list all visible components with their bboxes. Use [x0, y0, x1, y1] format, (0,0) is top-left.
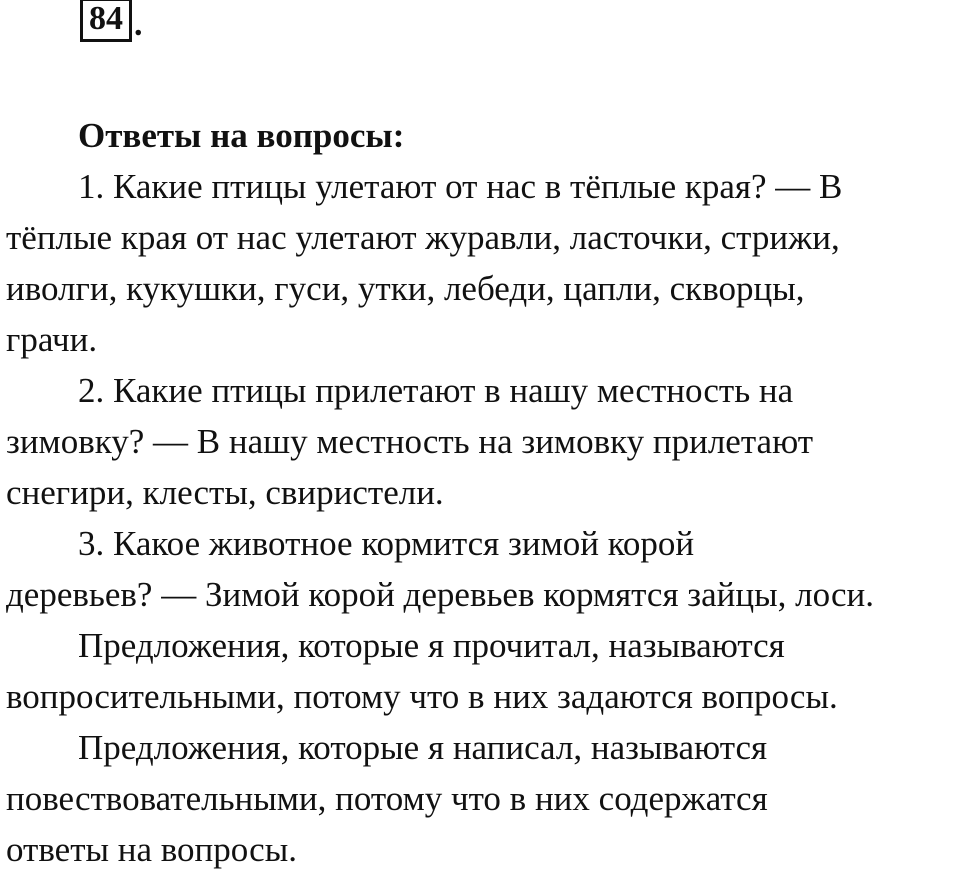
text-line: повествовательными, потому что в них содержатся: [6, 779, 768, 818]
text-line: 2. Какие птицы прилетают в нашу местность на: [78, 371, 794, 410]
conclusion-paragraph-1: [6, 620, 958, 722]
text-line: иволги, кукушки, гуси, утки, лебеди, цапли, скворцы,: [6, 269, 805, 308]
answer-paragraph-1: [6, 161, 958, 365]
conclusion-paragraph-2: [6, 722, 958, 875]
text-line: тёплые края от нас улетают журавли, ласточки, стрижи,: [6, 218, 840, 257]
answers-heading: Ответы на вопросы:: [78, 116, 405, 155]
text-line: 3. Какое животное кормится зимой корой: [78, 524, 695, 563]
text-line: Предложения, которые я прочитал, называются: [78, 626, 785, 665]
task-number: [80, 2, 143, 42]
answer-paragraph-3: [6, 518, 958, 620]
text-line: 1. Какие птицы улетают от нас в тёплые края? — В: [78, 167, 843, 206]
answer-paragraph-2: [6, 365, 958, 518]
task-number-dot: .: [134, 6, 143, 43]
text-line: вопросительными, потому что в них задаются вопросы.: [6, 677, 838, 716]
task-number-box: 84: [80, 0, 132, 42]
text-line: деревьев? — Зимой корой деревьев кормятся зайцы, лоси.: [6, 575, 874, 614]
text-line: снегири, клесты, свиристели.: [6, 473, 444, 512]
text-line: Предложения, которые я написал, называются: [78, 728, 768, 767]
text-line: грачи.: [6, 320, 98, 359]
text-line: зимовку? — В нашу местность на зимовку прилетают: [6, 422, 814, 461]
answer-text: [6, 110, 958, 875]
text-line: ответы на вопросы.: [6, 830, 297, 869]
